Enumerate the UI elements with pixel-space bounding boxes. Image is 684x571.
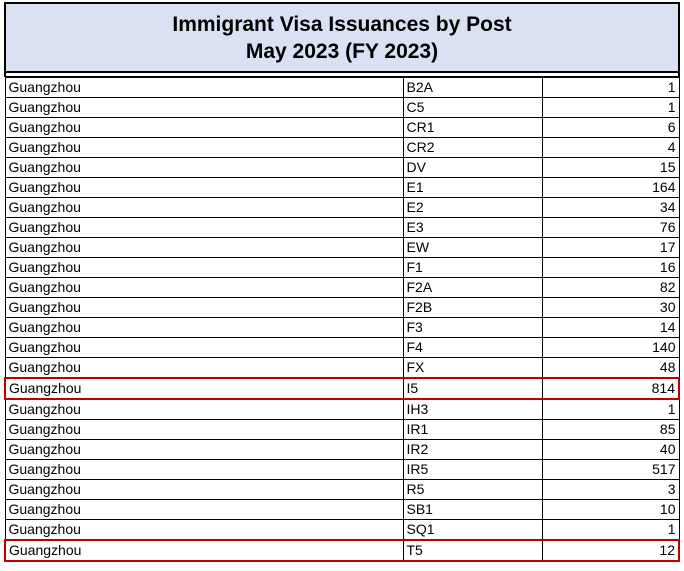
issuance-count-cell: 76 bbox=[542, 218, 679, 238]
post-cell: Guangzhou bbox=[5, 258, 403, 278]
issuance-count-cell: 17 bbox=[542, 238, 679, 258]
post-cell: Guangzhou bbox=[5, 238, 403, 258]
table-row bbox=[5, 298, 679, 318]
issuance-table-body bbox=[5, 78, 679, 562]
table-row bbox=[5, 218, 679, 238]
issuance-count-cell: 1 bbox=[542, 520, 679, 541]
table-row bbox=[5, 480, 679, 500]
table-row bbox=[5, 500, 679, 520]
issuance-count-cell: 4 bbox=[542, 138, 679, 158]
table-row bbox=[5, 98, 679, 118]
post-cell: Guangzhou bbox=[5, 440, 403, 460]
table-row-highlighted bbox=[5, 540, 679, 561]
table-row bbox=[5, 420, 679, 440]
issuance-count-cell: 14 bbox=[542, 318, 679, 338]
post-cell: Guangzhou bbox=[5, 78, 403, 98]
table-row bbox=[5, 138, 679, 158]
table-row bbox=[5, 278, 679, 298]
post-cell: Guangzhou bbox=[5, 399, 403, 420]
visa-class-cell: F2B bbox=[403, 298, 542, 318]
table-row bbox=[5, 118, 679, 138]
visa-issuance-sheet bbox=[4, 2, 680, 562]
post-cell: Guangzhou bbox=[5, 480, 403, 500]
issuance-count-cell: 15 bbox=[542, 158, 679, 178]
visa-class-cell: IR5 bbox=[403, 460, 542, 480]
sheet-header bbox=[4, 2, 680, 73]
visa-class-cell: F1 bbox=[403, 258, 542, 278]
table-row bbox=[5, 258, 679, 278]
post-cell: Guangzhou bbox=[5, 138, 403, 158]
visa-class-cell: DV bbox=[403, 158, 542, 178]
visa-class-cell: R5 bbox=[403, 480, 542, 500]
post-cell: Guangzhou bbox=[5, 198, 403, 218]
table-row bbox=[5, 178, 679, 198]
visa-class-cell: B2A bbox=[403, 78, 542, 98]
issuance-count-cell: 517 bbox=[542, 460, 679, 480]
visa-class-cell: FX bbox=[403, 358, 542, 379]
issuance-count-cell: 85 bbox=[542, 420, 679, 440]
visa-class-cell: F4 bbox=[403, 338, 542, 358]
visa-class-cell: E1 bbox=[403, 178, 542, 198]
visa-class-cell: IR2 bbox=[403, 440, 542, 460]
post-cell: Guangzhou bbox=[5, 378, 403, 399]
table-row bbox=[5, 238, 679, 258]
visa-class-cell: IR1 bbox=[403, 420, 542, 440]
visa-class-cell: F2A bbox=[403, 278, 542, 298]
issuance-count-cell: 3 bbox=[542, 480, 679, 500]
post-cell: Guangzhou bbox=[5, 298, 403, 318]
visa-class-cell: C5 bbox=[403, 98, 542, 118]
issuance-count-cell: 6 bbox=[542, 118, 679, 138]
issuance-count-cell: 140 bbox=[542, 338, 679, 358]
post-cell: Guangzhou bbox=[5, 338, 403, 358]
issuance-table bbox=[4, 77, 680, 562]
issuance-count-cell: 82 bbox=[542, 278, 679, 298]
table-row bbox=[5, 440, 679, 460]
post-cell: Guangzhou bbox=[5, 178, 403, 198]
post-cell: Guangzhou bbox=[5, 218, 403, 238]
post-cell: Guangzhou bbox=[5, 500, 403, 520]
visa-class-cell: E2 bbox=[403, 198, 542, 218]
visa-class-cell: F3 bbox=[403, 318, 542, 338]
issuance-count-cell: 814 bbox=[542, 378, 679, 399]
table-row bbox=[5, 460, 679, 480]
table-row bbox=[5, 520, 679, 541]
visa-class-cell: IH3 bbox=[403, 399, 542, 420]
issuance-count-cell: 1 bbox=[542, 399, 679, 420]
table-row bbox=[5, 318, 679, 338]
post-cell: Guangzhou bbox=[5, 540, 403, 561]
post-cell: Guangzhou bbox=[5, 98, 403, 118]
post-cell: Guangzhou bbox=[5, 158, 403, 178]
issuance-count-cell: 12 bbox=[542, 540, 679, 561]
table-row bbox=[5, 338, 679, 358]
post-cell: Guangzhou bbox=[5, 420, 403, 440]
visa-class-cell: SQ1 bbox=[403, 520, 542, 541]
title-line-2: May 2023 (FY 2023) bbox=[245, 39, 439, 63]
post-cell: Guangzhou bbox=[5, 278, 403, 298]
visa-class-cell: E3 bbox=[403, 218, 542, 238]
issuance-count-cell: 40 bbox=[542, 440, 679, 460]
issuance-count-cell: 16 bbox=[542, 258, 679, 278]
issuance-count-cell: 30 bbox=[542, 298, 679, 318]
issuance-count-cell: 34 bbox=[542, 198, 679, 218]
title-line-1: Immigrant Visa Issuances by Post bbox=[172, 12, 512, 36]
issuance-count-cell: 10 bbox=[542, 500, 679, 520]
table-row-highlighted bbox=[5, 378, 679, 399]
visa-class-cell: I5 bbox=[403, 378, 542, 399]
post-cell: Guangzhou bbox=[5, 460, 403, 480]
visa-class-cell: CR1 bbox=[403, 118, 542, 138]
post-cell: Guangzhou bbox=[5, 520, 403, 541]
table-row bbox=[5, 158, 679, 178]
issuance-count-cell: 1 bbox=[542, 78, 679, 98]
issuance-count-cell: 1 bbox=[542, 98, 679, 118]
visa-class-cell: CR2 bbox=[403, 138, 542, 158]
table-row bbox=[5, 198, 679, 218]
visa-class-cell: SB1 bbox=[403, 500, 542, 520]
table-row bbox=[5, 399, 679, 420]
post-cell: Guangzhou bbox=[5, 318, 403, 338]
visa-class-cell: T5 bbox=[403, 540, 542, 561]
table-row bbox=[5, 358, 679, 379]
post-cell: Guangzhou bbox=[5, 118, 403, 138]
issuance-count-cell: 164 bbox=[542, 178, 679, 198]
issuance-count-cell: 48 bbox=[542, 358, 679, 379]
post-cell: Guangzhou bbox=[5, 358, 403, 379]
visa-class-cell: EW bbox=[403, 238, 542, 258]
table-row bbox=[5, 78, 679, 98]
